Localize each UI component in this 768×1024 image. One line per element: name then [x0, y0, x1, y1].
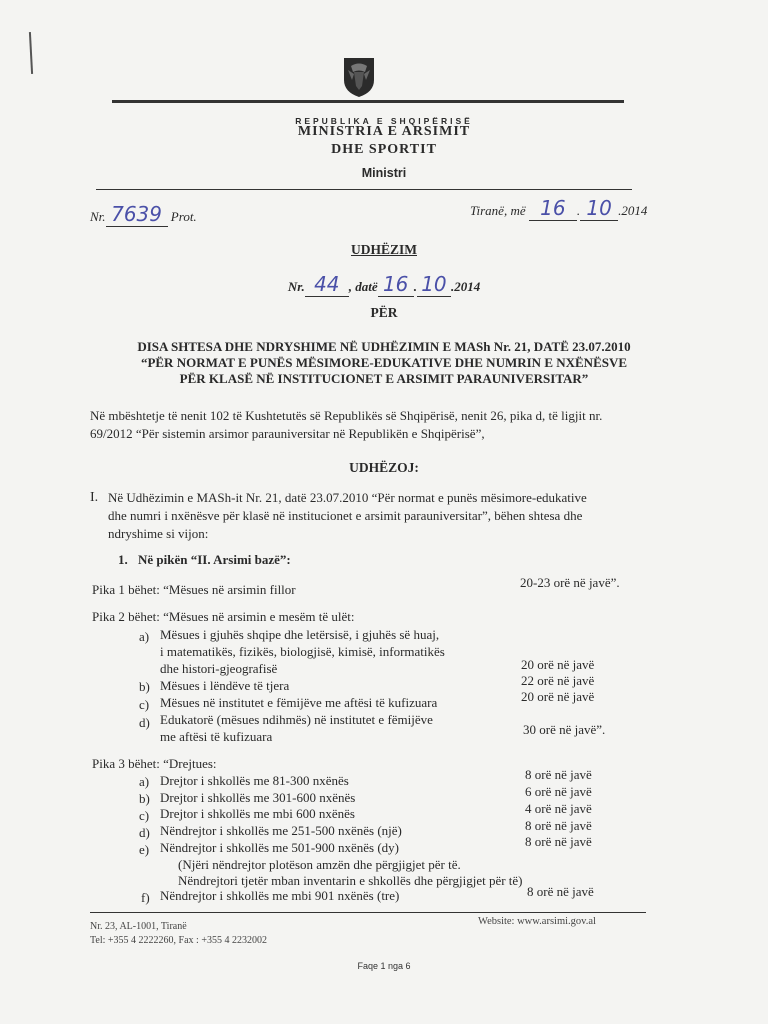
section-I-line-2: dhe numri i nxënësve për klasë në institucionet e arsimit parauniversitar”, bëhen shtesa dhe	[108, 508, 583, 523]
date-year: .2014	[618, 203, 648, 218]
pika-3-e-note-1: (Njëri nëndrejtor plotëson amzën dhe përgjigjet për të.	[178, 857, 461, 872]
item-1-number: 1.	[118, 552, 128, 567]
pika-2-b-value: 22 orë në javë	[521, 673, 595, 688]
date-month: 10	[580, 196, 618, 221]
protocol-prefix: Nr.	[90, 209, 106, 224]
nr-prefix: Nr.	[287, 279, 305, 294]
place-label: Tiranë, më	[470, 203, 526, 218]
pen-mark	[29, 32, 33, 74]
pika-2-a-line-1: Mësues i gjuhës shqipe dhe letërsisë, i gjuhës së huaj,	[160, 627, 440, 642]
pika-3-e-label: e)	[139, 842, 150, 857]
udhezoj-heading: UDHËZOJ:	[349, 460, 419, 475]
section-numeral: I.	[90, 490, 99, 505]
ministry-name-line2: DHE SPORTIT	[331, 142, 437, 157]
pika-3-d-label: d)	[139, 825, 150, 840]
pika-3-a-label: a)	[139, 774, 150, 789]
subject-line-1: DISA SHTESA DHE NDRYSHIME NË UDHËZIMIN E MASh Nr. 21, DATË 23.07.2010	[137, 339, 631, 354]
subject-line-3: PËR KLASË NË INSTITUCIONET E ARSIMIT PARAUNIVERSITAR”	[179, 371, 589, 386]
pika-3-f-text: Nëndrejtor i shkollës me mbi 901 nxënës (tre)	[160, 888, 400, 903]
pika-3-b-text: Drejtor i shkollës me 301-600 nxënës	[160, 790, 356, 805]
pika-3-c-text: Drejtor i shkollës me mbi 600 nxënës	[160, 806, 355, 821]
item-1-text: Në pikën “II. Arsimi bazë”:	[138, 552, 291, 567]
footer-rule	[90, 912, 646, 913]
protocol-suffix: Prot.	[170, 209, 197, 224]
office-title: Ministri	[361, 166, 407, 180]
pika-1-value: 20-23 orë në javë”.	[520, 575, 620, 590]
pika-3-a-value: 8 orë në javë	[525, 767, 592, 782]
pika-2-a-label: a)	[139, 629, 150, 644]
instruction-date-year: .2014	[450, 279, 481, 294]
protocol-reference	[90, 202, 197, 227]
pika-3-d-value: 8 orë në javë	[525, 818, 592, 833]
instruction-number-line: Nr. 44 , datë 16 . 10 .2014	[287, 272, 481, 296]
header-rule-2	[96, 189, 632, 190]
pika-3-c-value: 4 orë në javë	[525, 801, 592, 816]
pika-3-f-label: f)	[141, 890, 150, 905]
pika-2-c-text: Mësues në institutet e fëmijëve me aftësi të kufizuara	[160, 695, 438, 710]
footer-website[interactable]: Website: www.arsimi.gov.al	[478, 916, 596, 927]
pika-2-c-label: c)	[139, 697, 150, 712]
pika-2-d-line-1: Edukatorë (mësues ndihmës) në institutet e fëmijëve	[160, 712, 433, 727]
coat-of-arms-emblem	[342, 56, 376, 98]
pika-3-e-value: 8 orë në javë	[525, 834, 592, 849]
place-date: Tiranë, më 16 . 10 .2014	[470, 196, 648, 220]
section-I-line-3: ndryshime si vijon:	[108, 526, 209, 541]
pika-2-b-label: b)	[139, 679, 150, 694]
instruction-date-month: 10	[417, 272, 451, 297]
section-I-line-1: Në Udhëzimin e MASh-it Nr. 21, datë 23.07.2010 “Për normat e punës mësimore-edukative	[108, 490, 587, 505]
preamble-line-1: Në mbështetje të nenit 102 të Kushtetutës së Republikës së Shqipërisë, nenit 26, pika d, të ligjit nr.	[90, 408, 603, 423]
date-label: , datë	[348, 279, 378, 294]
pika-2-intro: Pika 2 bëhet: “Mësues në arsimin e mesëm të ulët:	[92, 609, 355, 624]
pika-2-a-line-2: i matematikës, fizikës, biologjisë, kimisë, informatikës	[160, 644, 445, 659]
pika-2-a-value: 20 orë në javë	[521, 657, 595, 672]
date-day: 16	[529, 196, 577, 221]
pika-3-b-label: b)	[139, 791, 150, 806]
pika-3-d-text: Nëndrejtor i shkollës me 251-500 nxënës (një)	[160, 823, 402, 838]
pika-2-d-value: 30 orë në javë”.	[523, 722, 606, 737]
page-number: Faqe 1 nga 6	[357, 961, 411, 971]
pika-3-c-label: c)	[139, 808, 150, 823]
pika-3-e-note-2: Nëndrejtori tjetër mban inventarin e shkollës dhe përgjigjet për të)	[178, 873, 523, 888]
pika-3-b-value: 6 orë në javë	[525, 784, 592, 799]
instruction-number: 44	[305, 272, 349, 297]
pika-3-f-value: 8 orë në javë	[527, 884, 594, 899]
pika-3-a-text: Drejtor i shkollës me 81-300 nxënës	[160, 773, 349, 788]
document-title: UDHËZIM	[350, 242, 417, 257]
footer-phone: Tel: +355 4 2222260, Fax : +355 4 2232002	[90, 935, 267, 946]
preamble-line-2: 69/2012 “Për sistemin arsimor parauniversitar në Republikën e Shqipërisë”,	[90, 426, 485, 441]
protocol-number: 7639	[106, 202, 168, 227]
header-rule	[112, 100, 624, 103]
pika-2-d-line-2: me aftësi të kufizuara	[160, 729, 273, 744]
per-heading: PËR	[370, 305, 398, 320]
subject-line-2: “PËR NORMAT E PUNËS MËSIMORE-EDUKATIVE DHE NUMRIN E NXËNËSVE	[140, 355, 628, 370]
pika-2-b-text: Mësues i lëndëve të tjera	[160, 678, 290, 693]
ministry-name-line1: MINISTRIA E ARSIMIT	[297, 124, 471, 139]
pika-3-intro: Pika 3 bëhet: “Drejtues:	[92, 756, 217, 771]
footer-address: Nr. 23, AL-1001, Tiranë	[90, 921, 187, 932]
pika-3-e-text: Nëndrejtor i shkollës me 501-900 nxënës (dy)	[160, 840, 400, 855]
pika-2-c-value: 20 orë në javë	[521, 689, 595, 704]
republic-name: REPUBLIKA E SHQIPËRISË	[295, 116, 473, 126]
instruction-date-day: 16	[378, 272, 414, 297]
pika-1-text: Pika 1 bëhet: “Mësues në arsimin fillor	[92, 582, 296, 597]
pika-2-d-label: d)	[139, 715, 150, 730]
pika-2-a-line-3: dhe histori-gjeografisë	[160, 661, 278, 676]
